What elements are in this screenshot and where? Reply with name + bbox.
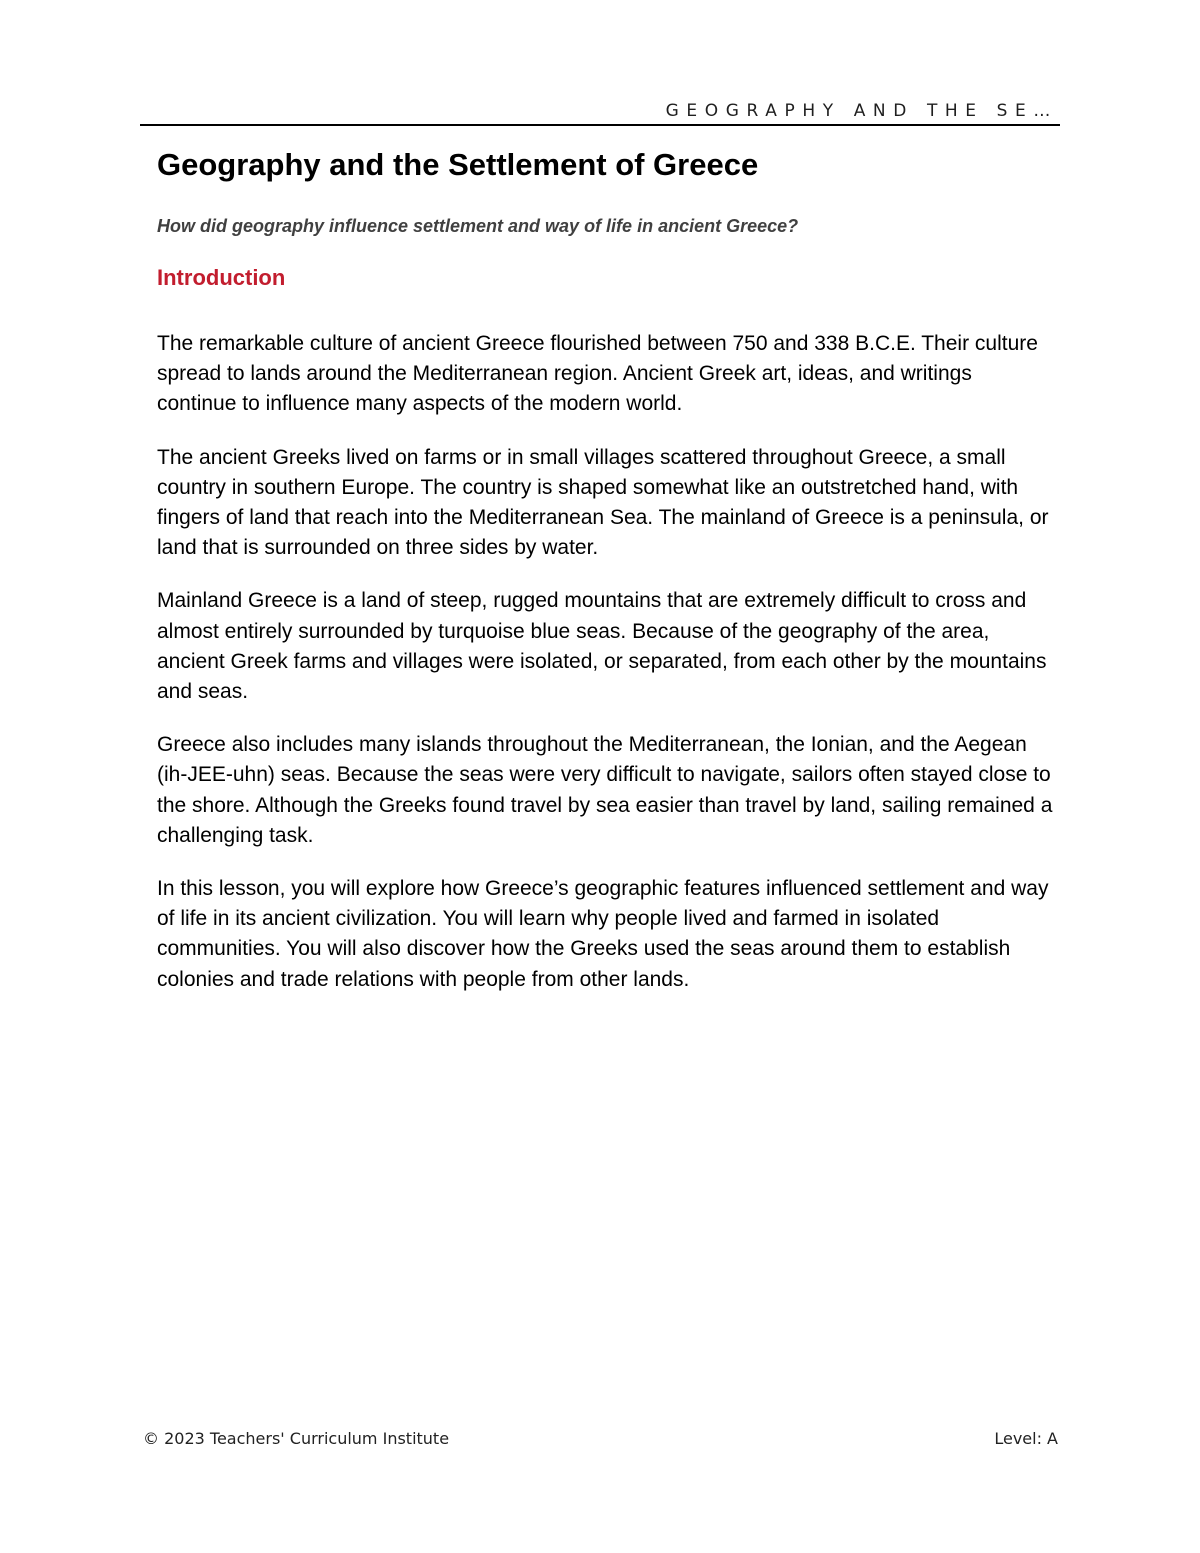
body-paragraph: Greece also includes many islands throughout the Mediterranean, the Ionian, and the Aegean (ih-JEE-uhn) seas. Because the seas were very difficult to navigate, sailors often stayed close to the shore. Although the Greeks found travel by sea easier than travel by land, sailing remained a challenging task.: [157, 733, 1053, 847]
section-heading-introduction: Introduction: [157, 265, 286, 290]
running-header: GEOGRAPHY AND THE SE…: [665, 101, 1058, 121]
essential-question: How did geography influence settlement and way of life in ancient Greece?: [157, 216, 799, 236]
body-paragraph: The ancient Greeks lived on farms or in small villages scattered throughout Greece, a small country in southern Europe. The country is shaped somewhat like an outstretched hand, with fingers of land that reach into the Mediterranean Sea. The mainland of Greece is a peninsula, or land that is surrounded on three sides by water.: [157, 445, 1049, 560]
body-paragraph: In this lesson, you will explore how Greece’s geographic features influenced settlement and way of life in its ancient civilization. You will learn why people lived and farmed in isolated communities. You will also discover how the Greeks used the seas around them to establish colonies and trade relations with people from other lands.: [157, 877, 1049, 991]
copyright-notice: © 2023 Teachers' Curriculum Institute: [143, 1429, 450, 1448]
body-paragraph: The remarkable culture of ancient Greece flourished between 750 and 338 B.C.E. Their culture spread to lands around the Mediterranean region. Ancient Greek art, ideas, and writings continue to influence many aspects of the modern world.: [157, 332, 1038, 416]
document-body: [157, 140, 1057, 995]
level-indicator: Level: A: [994, 1429, 1058, 1448]
page-title: Geography and the Settlement of Greece: [157, 147, 759, 182]
header-divider: [140, 124, 1060, 126]
body-paragraph: Mainland Greece is a land of steep, rugged mountains that are extremely difficult to cross and almost entirely surrounded by turquoise blue seas. Because of the geography of the area, ancient Greek farms and villages were isolated, or separated, from each other by the mountains and seas.: [157, 589, 1047, 704]
